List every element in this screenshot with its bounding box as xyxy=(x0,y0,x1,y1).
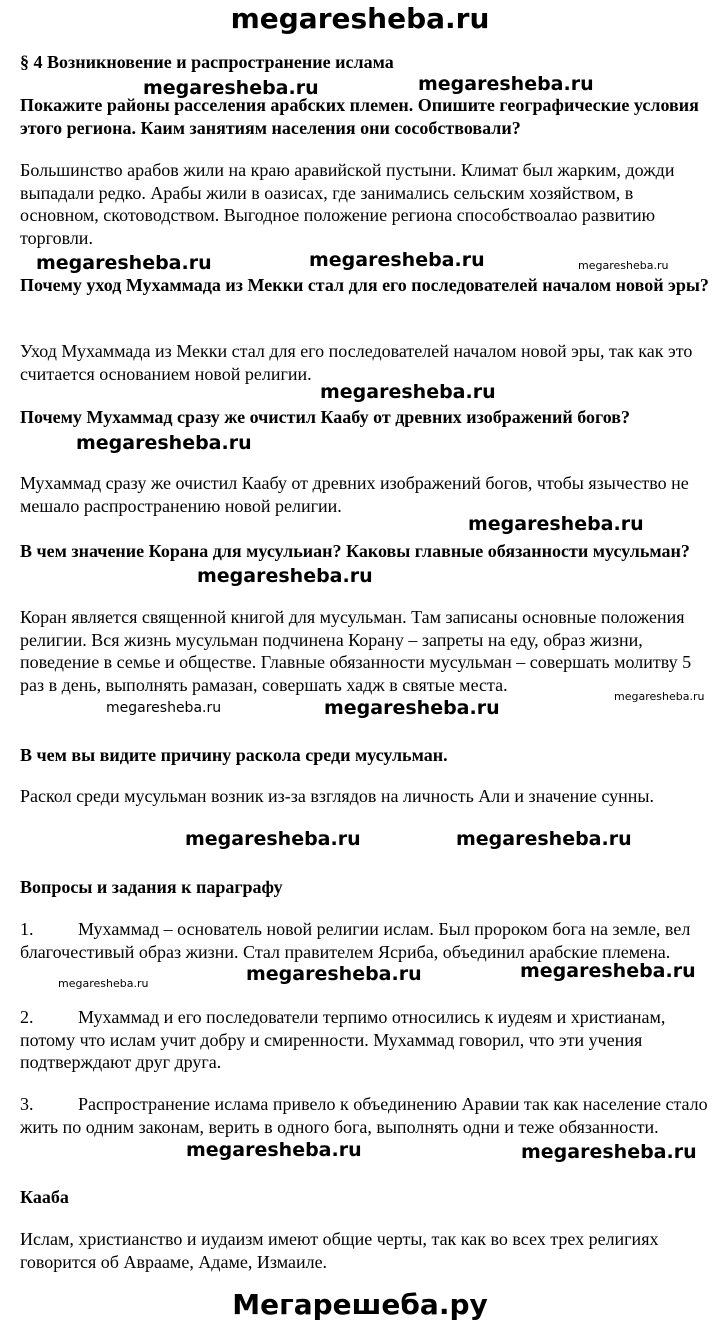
question-2: Почему уход Мухаммада из Мекки стал для его последователей началом новой эры? xyxy=(20,275,709,295)
answer-4: Коран является священной книгой для мусульман. Там записаны основные положения религии. Вся жизнь мусульман подчинена Корану – запреты на еду, образ жизни, поведение в семье и обществе. Главные обязанности мусульман – совершать молитву 5 раз в день, выполнять рамазан, совершать хадж в святые места. xyxy=(20,607,692,695)
watermark-small: megaresheba.ru xyxy=(106,700,222,716)
watermark: megaresheba.ru xyxy=(324,697,500,719)
site-header: megaresheba.ru xyxy=(230,2,490,35)
task-text: Распространение ислама привело к объединению Аравии так как население стало жить по одним законам, верить в одного бога, выполнять одни и теже обязанности. xyxy=(20,1094,708,1137)
watermark: megaresheba.ru xyxy=(320,381,496,403)
question-5: В чем вы видите причину раскола среди мусульман. xyxy=(20,745,448,765)
section-title: § 4 Возникновение и распространение ислама xyxy=(20,52,394,72)
kaaba-title: Кааба xyxy=(20,1187,69,1207)
watermark: megaresheba.ru xyxy=(520,960,696,982)
task-number: 2. xyxy=(20,1007,34,1027)
watermark-small: megaresheba.ru xyxy=(614,690,705,703)
question-1: Покажите районы расселения арабских племен. Опишите географические условия этого региона. Каим занятиям населения они сособствовали? xyxy=(20,95,699,138)
tasks-title: Вопросы и задания к параграфу xyxy=(20,877,283,897)
watermark-small: megaresheba.ru xyxy=(578,259,669,272)
watermark: megaresheba.ru xyxy=(468,513,644,535)
watermark-small: megaresheba.ru xyxy=(58,977,149,990)
site-footer: Мегарешеба.ру xyxy=(232,1288,488,1321)
watermark: megaresheba.ru xyxy=(309,249,485,271)
task-text: Мухаммад – основатель новой религии ислам. Был пророком бога на земле, вел благочестивый образ жизни. Стал правителем Ясриба, объединил арабские племена. xyxy=(20,919,691,962)
answer-2: Уход Мухаммада из Мекки стал для его последователей началом новой эры, так как это считается основанием новой религии. xyxy=(20,341,693,384)
answer-5: Раскол среди мусульман возник из-за взглядов на личность Али и значение сунны. xyxy=(20,786,654,806)
watermark: megaresheba.ru xyxy=(521,1141,697,1163)
task-text: Мухаммад и его последователи терпимо относились к иудеям и христианам, потому что ислам учит добру и смиренности. Мухаммад говорил, что эти учения подтверждают друг друга. xyxy=(20,1007,666,1072)
watermark: megaresheba.ru xyxy=(76,432,252,454)
watermark: megaresheba.ru xyxy=(456,828,632,850)
watermark: megaresheba.ru xyxy=(418,73,594,95)
task-item xyxy=(20,1093,710,1138)
watermark: megaresheba.ru xyxy=(186,1139,362,1161)
task-number: 1. xyxy=(20,919,34,939)
task-item xyxy=(20,918,710,963)
kaaba-text: Ислам, христианство и иудаизм имеют общие черты, так как во всех трех религиях говорится об Аврааме, Адаме, Измаиле. xyxy=(20,1229,659,1272)
watermark: megaresheba.ru xyxy=(197,565,373,587)
question-4: В чем значение Корана для мусульиан? Каковы главные обязанности мусульман? xyxy=(20,541,690,561)
answer-1: Большинство арабов жили на краю аравийской пустыни. Климат был жарким, дожди выпадали редко. Арабы жили в оазисах, где занимались сельским хозяйством, в основном, скотоводством. Выгодное положение региона способствоалао развитию торговли. xyxy=(20,160,675,248)
watermark: megaresheba.ru xyxy=(143,77,319,99)
question-3: Почему Мухаммад сразу же очистил Каабу от древних изображений богов? xyxy=(20,407,630,427)
watermark: megaresheba.ru xyxy=(185,828,361,850)
answer-3: Мухаммад сразу же очистил Каабу от древних изображений богов, чтобы язычество не мешало распространению новой религии. xyxy=(20,473,689,516)
task-item xyxy=(20,1006,710,1074)
watermark: megaresheba.ru xyxy=(36,252,212,274)
watermark: megaresheba.ru xyxy=(246,963,422,985)
task-number: 3. xyxy=(20,1094,34,1114)
